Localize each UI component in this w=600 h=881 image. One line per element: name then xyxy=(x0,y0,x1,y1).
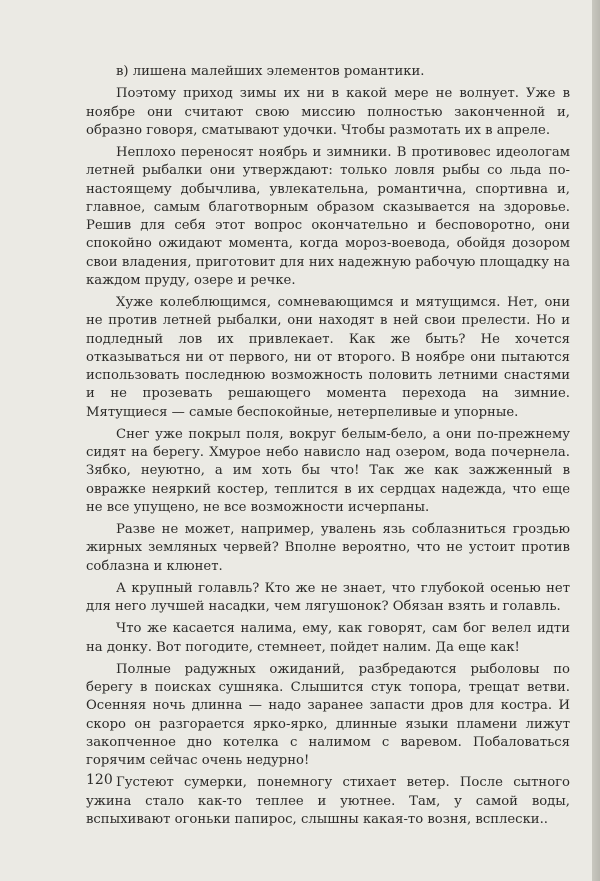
paragraph-6: Разве не может, например, увалень язь соблазниться гроздью жирных земляных червей? Вполне вероятно, что не устоит против соблазна и клюнет. xyxy=(86,522,570,574)
body-text xyxy=(86,63,570,833)
paragraph-7: А крупный голавль? Кто же не знает, что глубокой осенью нет для него лучшей насадки, чем лягушонок? Обязан взять и голавль. xyxy=(86,580,570,614)
paragraph-2: Поэтому приход зимы их ни в какой мере не волнует. Уже в ноябре они считают свою миссию полностью законченной и, образно говоря, сматывают удочки. Чтобы размотать их в апреле. xyxy=(86,86,570,138)
paragraph-1: в) лишена малейших элементов романтики. xyxy=(116,64,425,79)
paragraph-8: Что же касается налима, ему, как говорят, сам бог велел идти на донку. Вот погодите, стемнеет, пойдет налим. Да еще как! xyxy=(86,621,570,655)
paragraph-10: Густеют сумерки, понемногу стихает ветер. После сытного ужина стало как-то теплее и уютнее. Там, у самой воды, вспыхивают огоньки папирос, слышны какая-то возня, всплески.. xyxy=(86,775,570,827)
paragraph-9: Полные радужных ожиданий, разбредаются рыболовы по берегу в поисках сушняка. Слышится стук топора, трещат ветви. Осенняя ночь длинна — надо заранее запасти дров для костра. И скоро он разгорается ярко-ярко, длинные языки пламени лижут закопченное дно котелка с налимом с варевом. Побаловаться горячим сейчас очень недурно! xyxy=(86,661,570,768)
paragraph-3: Неплохо переносят ноябрь и зимники. В противовес идеологам летней рыбалки они утверждают: только ловля рыбы со льда по-настоящему добычлива, увлекательна, романтична, спортивна и, главное, самым благотворным образом сказывается на здоровье. Решив для себя этот вопрос окончательно и бесповоротно, они спокойно ожидают момента, когда мороз-воевода, обойдя дозором свои владения, приготовит для них надежную рабочую площадку на каждом пруду, озере и речке. xyxy=(86,145,570,288)
paragraph-5: Снег уже покрыл поля, вокруг белым-бело, а они по-прежнему сидят на берегу. Хмурое небо нависло над озером, вода почернела. Зябко, неуютно, а им хоть бы что! Так же как зажженный в овражке неяркий костер, теплится в их сердцах надежда, что еще не все упущено, не все возможности исчерпаны. xyxy=(86,426,570,515)
page-number: 120 xyxy=(86,772,113,788)
page-edge xyxy=(592,0,600,881)
paragraph-4: Хуже колеблющимся, сомневающимся и мятущимся. Нет, они не против летней рыбалки, они находят в ней свои прелести. Но и подледный лов их привлекает. Как же быть? Не хочется отказываться ни от первого, ни от второго. В ноябре они пытаются использовать последнюю возможность половить летними снастями и не прозевать решающего момента перехода на зимние. Мятущиеся — самые беспокойные, нетерпеливые и упорные. xyxy=(86,295,570,420)
